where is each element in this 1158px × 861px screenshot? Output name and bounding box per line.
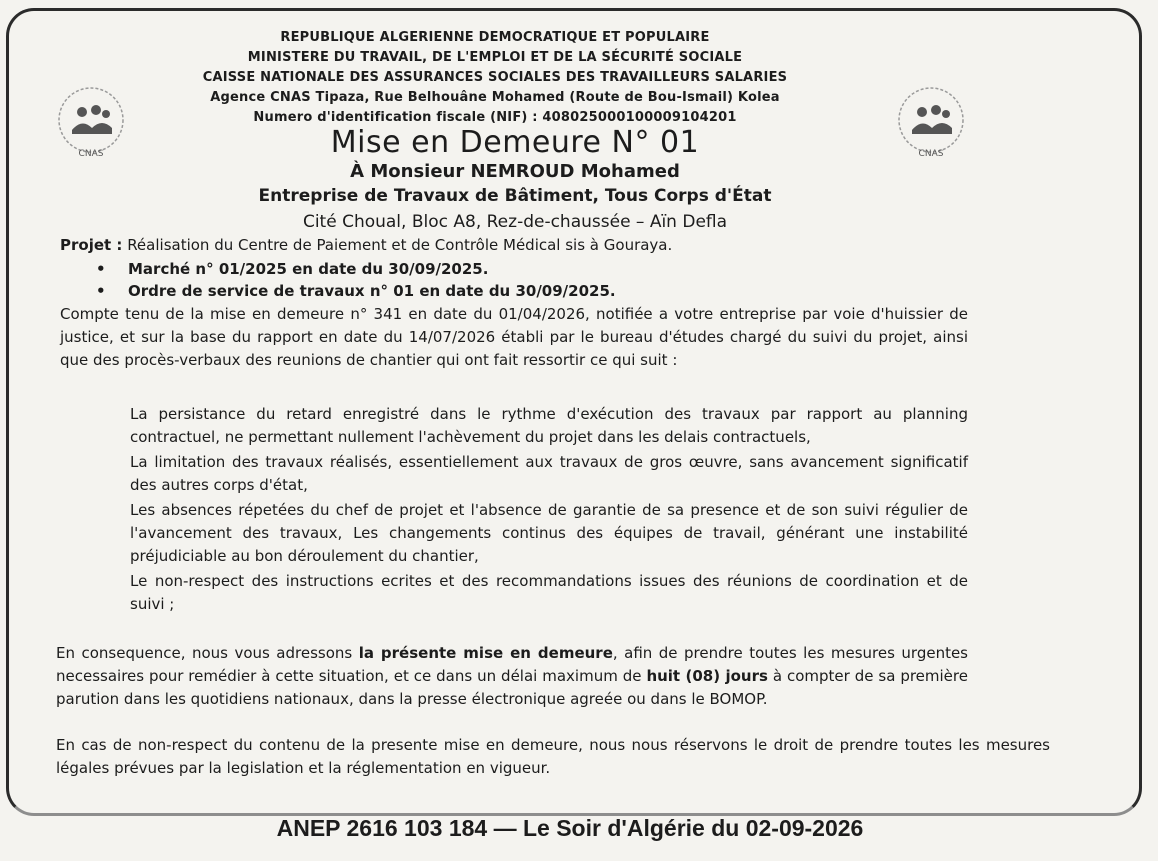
findings-list bbox=[130, 403, 968, 618]
list-item: • Ordre de service de travaux n° 01 en date du 30/09/2025. bbox=[96, 282, 616, 300]
project-label: Projet : bbox=[60, 236, 123, 254]
list-item: La persistance du retard enregistré dans le rythme d'exécution des travaux par rapport au planning contractuel, ne permettant nullement l'achèvement du projet dans les delais contractuels, bbox=[130, 405, 968, 446]
list-item: • Marché n° 01/2025 en date du 30/09/2025. bbox=[96, 260, 489, 278]
reference-list bbox=[96, 258, 616, 302]
header-line: Numero d'identification fiscale (NIF) : 408025000100009104201 bbox=[253, 110, 737, 125]
paragraph-consequence: En consequence, nous vous adressons la présente mise en demeure, afin de prendre toutes les mesures urgentes necessaires pour remédier à cette situation, et ce dans un délai maximum de huit (08) jours à compter de sa première parution dans les quotidiens nationaux, dans la presse électronique agreée ou dans le BOMOP. bbox=[56, 644, 969, 708]
document-title: Mise en Demeure N° 01 bbox=[330, 125, 700, 160]
list-item: Les absences répetées du chef de projet et l'absence de garantie de sa presence et de son suivi régulier de l'avancement des travaux, Les changements continus des équipes de travail, générant une instabilité préjudiciable au bon déroulement du chantier, bbox=[130, 501, 968, 565]
list-item: Le non-respect des instructions ecrites et des recommandations issues des réunions de coordination et de suivi ; bbox=[130, 572, 968, 613]
header-line: MINISTERE DU TRAVAIL, DE L'EMPLOI ET DE LA SÉCURITÉ SOCIALE bbox=[247, 50, 743, 65]
company-location: Cité Choual, Bloc A8, Rez-de-chaussée – Aïn Defla bbox=[302, 212, 728, 232]
header bbox=[0, 28, 990, 128]
svg-text:CNAS: CNAS bbox=[78, 149, 104, 159]
paragraph-warning: En cas de non-respect du contenu de la presente mise en demeure, nous nous réservons le droit de prendre toutes les mesures légales prévues par la legislation et la réglementation en vigueur. bbox=[56, 736, 1050, 777]
project-text: Réalisation du Centre de Paiement et de Contrôle Médical sis à Gouraya. bbox=[127, 236, 673, 254]
list-item: La limitation des travaux réalisés, essentiellement aux travaux de gros œuvre, sans avancement significatif des autres corps d'état, bbox=[130, 453, 968, 494]
svg-text:CNAS: CNAS bbox=[918, 149, 944, 159]
addressee: À Monsieur NEMROUD Mohamed bbox=[350, 161, 680, 182]
company-name: Entreprise de Travaux de Bâtiment, Tous Corps d'État bbox=[258, 186, 772, 206]
header-line: Agence CNAS Tipaza, Rue Belhouâne Mohamed (Route de Bou-Ismail) Kolea bbox=[210, 90, 780, 105]
project-line bbox=[60, 236, 672, 254]
header-line: REPUBLIQUE ALGERIENNE DEMOCRATIQUE ET POPULAIRE bbox=[280, 30, 710, 45]
header-line: CAISSE NATIONALE DES ASSURANCES SOCIALES DES TRAVAILLEURS SALARIES bbox=[202, 70, 788, 85]
publication-footer: ANEP 2616 103 184 — Le Soir d'Algérie du 02-09-2026 bbox=[276, 815, 864, 841]
paragraph-intro: Compte tenu de la mise en demeure n° 341 en date du 01/04/2026, notifiée a votre entreprise par voie d'huissier de justice, et sur la base du rapport en date du 14/07/2026 établi par le bureau d'études chargé du suivi du projet, ainsi que des procès-verbaux des reunions de chantier qui ont fait ressortir ce qui suit : bbox=[60, 305, 968, 369]
